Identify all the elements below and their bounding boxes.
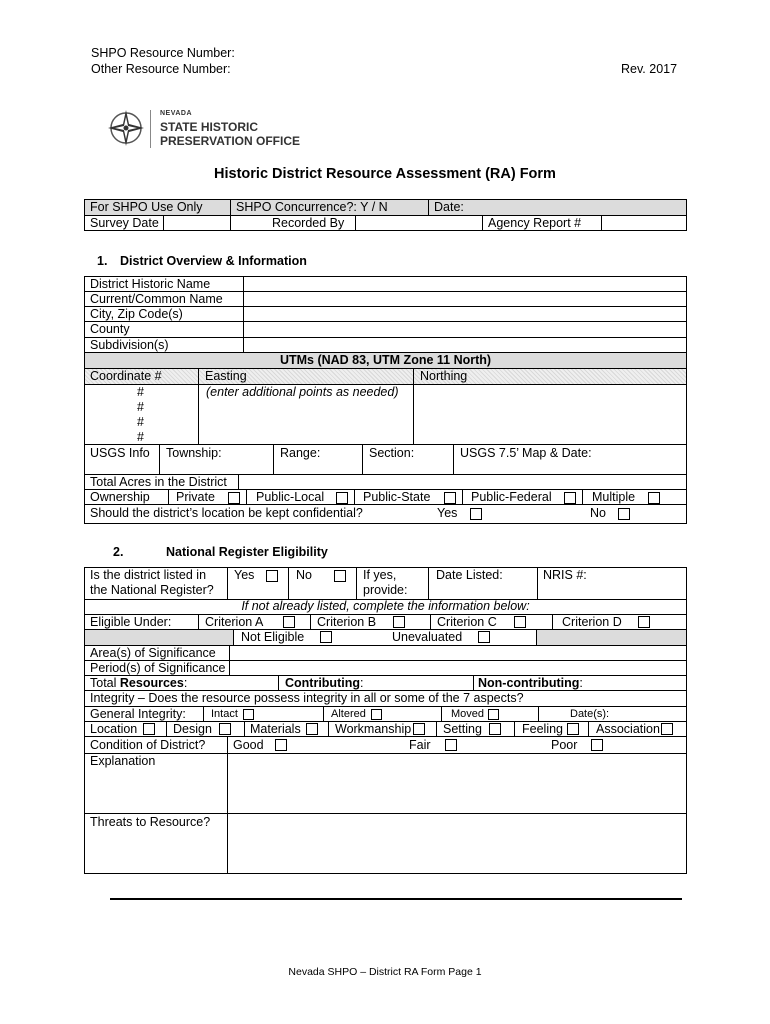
page-title: Historic District Resource Assessment (RA) Form xyxy=(214,166,556,182)
aspect-materials-label: Materials xyxy=(250,722,301,736)
county-field[interactable] xyxy=(246,323,682,334)
aspect-setting-checkbox[interactable] xyxy=(489,723,501,735)
listed-question-line1: Is the district listed in xyxy=(90,568,207,582)
other-resource-number-label: Other Resource Number: xyxy=(91,62,231,76)
for-shpo-use-only-label: For SHPO Use Only xyxy=(90,200,203,214)
explanation-label: Explanation xyxy=(90,754,156,768)
revision-label: Rev. 2017 xyxy=(621,62,678,76)
northing-header: Northing xyxy=(420,369,468,383)
recorded-by-label: Recorded By xyxy=(272,216,345,230)
condition-good-checkbox[interactable] xyxy=(275,739,287,751)
ownership-label: Ownership xyxy=(90,490,150,504)
ownership-public-federal-checkbox[interactable] xyxy=(564,492,576,504)
aspect-workmanship-checkbox[interactable] xyxy=(413,723,425,735)
unevaluated-label: Unevaluated xyxy=(392,630,463,644)
dates-label: Date(s): xyxy=(570,708,610,720)
shpo-concurrence-label: SHPO Concurrence?: Y / N xyxy=(236,200,388,214)
condition-poor-label: Poor xyxy=(551,738,578,752)
condition-poor-checkbox[interactable] xyxy=(591,739,603,751)
listed-question-line2: the National Register? xyxy=(90,583,214,597)
agency-report-label: Agency Report # xyxy=(488,216,582,230)
date-label: Date: xyxy=(434,200,464,214)
intact-checkbox[interactable] xyxy=(243,709,254,720)
aspect-association-checkbox[interactable] xyxy=(661,723,673,735)
criterion-a-checkbox[interactable] xyxy=(283,616,295,628)
confidential-no-checkbox[interactable] xyxy=(618,508,630,520)
ownership-private-label: Private xyxy=(176,490,215,504)
criterion-d-label: Criterion D xyxy=(562,615,622,629)
city-zip-label: City, Zip Code(s) xyxy=(90,307,183,321)
logo-line1: STATE HISTORIC xyxy=(160,120,259,134)
coordinate-header: Coordinate # xyxy=(90,369,162,383)
ownership-public-state-checkbox[interactable] xyxy=(444,492,456,504)
condition-fair-checkbox[interactable] xyxy=(445,739,457,751)
county-label: County xyxy=(90,322,130,336)
usgs-map-label: USGS 7.5’ Map & Date: xyxy=(460,446,592,460)
aspect-workmanship-label: Workmanship xyxy=(335,722,412,736)
aspect-association-label: Association xyxy=(596,722,660,736)
condition-label: Condition of District? xyxy=(90,738,206,752)
aspect-design-label: Design xyxy=(173,722,212,736)
intact-label: Intact xyxy=(211,708,238,720)
moved-label: Moved xyxy=(451,708,485,720)
periods-of-significance-label: Period(s) of Significance xyxy=(90,661,226,675)
ownership-private-checkbox[interactable] xyxy=(228,492,240,504)
condition-good-label: Good xyxy=(233,738,264,752)
listed-yes-label: Yes xyxy=(234,568,255,582)
if-yes-line2: provide: xyxy=(363,583,408,597)
not-eligible-checkbox[interactable] xyxy=(320,631,332,643)
threats-label: Threats to Resource? xyxy=(90,815,211,829)
ownership-public-local-label: Public-Local xyxy=(256,490,325,504)
confidential-yes-checkbox[interactable] xyxy=(470,508,482,520)
subdivision-field[interactable] xyxy=(246,339,682,350)
explanation-field[interactable] xyxy=(230,755,682,809)
criterion-c-label: Criterion C xyxy=(437,615,497,629)
subdivision-label: Subdivision(s) xyxy=(90,338,169,352)
aspect-design-checkbox[interactable] xyxy=(219,723,231,735)
listed-no-label: No xyxy=(296,568,312,582)
page-footer: Nevada SHPO – District RA Form Page 1 xyxy=(288,966,482,978)
total-acres-label: Total Acres in the District xyxy=(90,475,227,489)
aspect-setting-label: Setting xyxy=(443,722,482,736)
section2-heading: National Register Eligibility xyxy=(166,545,328,559)
confidential-no-label: No xyxy=(590,506,606,520)
logo-line2: PRESERVATION OFFICE xyxy=(160,134,301,148)
areas-of-significance-label: Area(s) of Significance xyxy=(90,646,216,660)
altered-label: Altered xyxy=(331,708,366,720)
nris-label: NRIS #: xyxy=(543,568,587,582)
criterion-b-checkbox[interactable] xyxy=(393,616,405,628)
ownership-public-state-label: Public-State xyxy=(363,490,431,504)
current-common-name-field[interactable] xyxy=(246,293,682,304)
district-historic-name-field[interactable] xyxy=(246,278,682,289)
if-yes-line1: If yes, xyxy=(363,568,397,582)
integrity-question: Integrity – Does the resource possess integrity in all or some of the 7 aspects? xyxy=(90,691,524,705)
township-label: Township: xyxy=(166,446,222,460)
confidential-yes-label: Yes xyxy=(437,506,458,520)
coordinate-hash-2: # xyxy=(137,400,144,414)
easting-header: Easting xyxy=(205,369,247,383)
section-label: Section: xyxy=(369,446,415,460)
criterion-d-checkbox[interactable] xyxy=(638,616,650,628)
criterion-c-checkbox[interactable] xyxy=(514,616,526,628)
confidential-question: Should the district’s location be kept confidential? xyxy=(90,506,363,520)
not-eligible-label: Not Eligible xyxy=(241,630,305,644)
listed-yes-checkbox[interactable] xyxy=(266,570,278,582)
district-historic-name-label: District Historic Name xyxy=(90,277,211,291)
threats-field[interactable] xyxy=(230,816,682,870)
coordinate-hash-3: # xyxy=(137,415,144,429)
criterion-b-label: Criterion B xyxy=(317,615,377,629)
range-label: Range: xyxy=(280,446,321,460)
ownership-public-federal-label: Public-Federal xyxy=(471,490,552,504)
altered-checkbox[interactable] xyxy=(371,709,382,720)
shpo-resource-number-label: SHPO Resource Number: xyxy=(91,46,235,60)
condition-fair-label: Fair xyxy=(409,738,431,752)
aspect-feeling-checkbox[interactable] xyxy=(567,723,579,735)
additional-points-note: (enter additional points as needed) xyxy=(206,385,399,399)
criterion-a-label: Criterion A xyxy=(205,615,264,629)
section1-number: 1. xyxy=(97,254,108,268)
aspect-feeling-label: Feeling xyxy=(522,722,563,736)
ownership-public-local-checkbox[interactable] xyxy=(336,492,348,504)
total-resources-label: Total Resources: xyxy=(90,676,188,690)
moved-checkbox[interactable] xyxy=(488,709,499,720)
aspect-location-label: Location xyxy=(90,722,138,736)
eligible-under-label: Eligible Under: xyxy=(90,615,172,629)
footer-rule xyxy=(110,898,682,900)
ownership-multiple-label: Multiple xyxy=(592,490,636,504)
survey-date-label: Survey Date xyxy=(90,216,159,230)
utm-heading: UTMs (NAD 83, UTM Zone 11 North) xyxy=(279,353,492,367)
section1-heading: District Overview & Information xyxy=(120,254,307,268)
usgs-info-label: USGS Info xyxy=(90,446,150,460)
ownership-multiple-checkbox[interactable] xyxy=(648,492,660,504)
aspect-materials-checkbox[interactable] xyxy=(306,723,318,735)
unevaluated-checkbox[interactable] xyxy=(478,631,490,643)
logo-state: NEVADA xyxy=(160,110,193,117)
general-integrity-label: General Integrity: xyxy=(90,707,186,721)
aspect-location-checkbox[interactable] xyxy=(143,723,155,735)
date-listed-label: Date Listed: xyxy=(436,568,503,582)
coordinate-hash-1: # xyxy=(137,385,144,399)
current-common-name-label: Current/Common Name xyxy=(90,292,223,306)
contributing-label: Contributing: xyxy=(285,676,364,690)
listed-no-checkbox[interactable] xyxy=(334,570,346,582)
shpo-logo-icon xyxy=(106,108,146,148)
coordinate-hash-4: # xyxy=(137,430,144,444)
city-zip-field[interactable] xyxy=(246,308,682,319)
section2-number: 2. xyxy=(113,545,124,559)
if-not-listed-note: If not already listed, complete the information below: xyxy=(241,599,530,613)
non-contributing-label: Non-contributing: xyxy=(478,676,583,690)
